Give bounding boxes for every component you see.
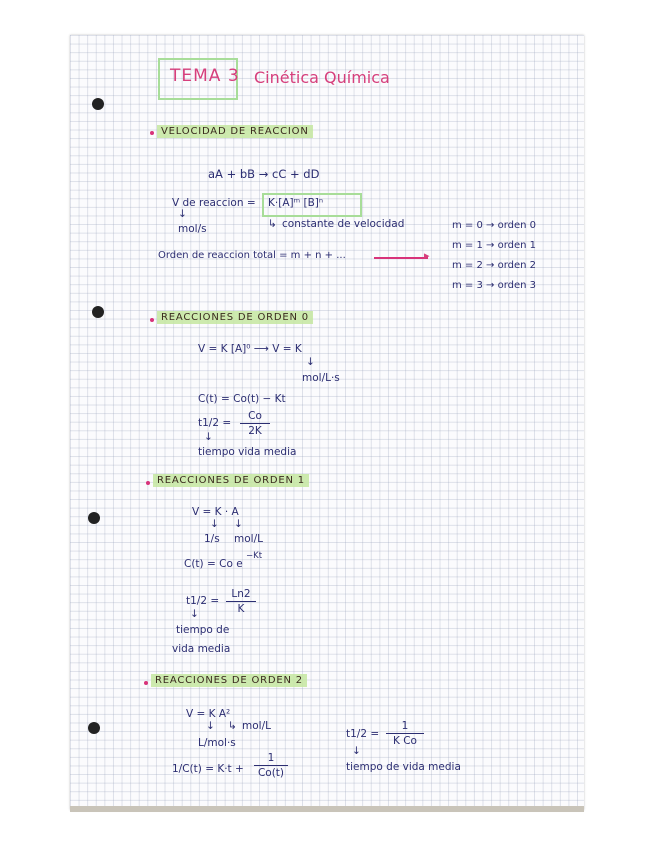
half-life-fraction (226, 588, 256, 615)
arrow-right-icon: ▸ (424, 249, 430, 262)
fraction-numerator: 1 (401, 720, 409, 732)
half-life-note: vida media (172, 643, 231, 655)
title-tema: TEMA 3 (170, 66, 240, 86)
a-units: mol/L (234, 533, 263, 545)
binder-hole (88, 512, 100, 524)
down-arrow-icon: ↓ (204, 431, 213, 443)
constant-note: constante de velocidad (282, 218, 405, 230)
arrow-line (374, 257, 428, 259)
hook-arrow-icon: ↳ (268, 218, 277, 230)
half-life-fraction (240, 410, 270, 437)
down-arrow-icon: ↓ (210, 518, 219, 530)
rate-order-1: V = K · A (192, 506, 239, 518)
binder-hole (88, 722, 100, 734)
rate-units-order-0: mol/L·s (302, 372, 340, 384)
bullet (150, 318, 154, 322)
bullet (144, 681, 148, 685)
order-item: m = 3 → orden 3 (452, 280, 537, 291)
down-arrow-icon: ↓ (206, 720, 215, 732)
rate-order-2: V = K A² (186, 708, 231, 720)
fraction-numerator: 1 (267, 752, 275, 764)
order-item: m = 1 → orden 1 (452, 240, 537, 251)
k-units: 1/s (204, 533, 220, 545)
section-heading-orden-1: REACCIONES DE ORDEN 1 (153, 474, 309, 487)
title-subject: Cinética Química (254, 68, 390, 87)
page-edge (70, 806, 584, 812)
binder-hole (92, 306, 104, 318)
down-arrow-icon: ↓ (352, 745, 361, 757)
half-life-note: tiempo de (176, 624, 230, 636)
section-heading-orden-2: REACCIONES DE ORDEN 2 (151, 674, 307, 687)
half-life-note: tiempo vida media (198, 446, 297, 458)
section-heading-velocidad: VELOCIDAD DE REACCION (157, 125, 313, 138)
fraction-denominator: K Co (393, 735, 417, 747)
rate-law: K·[A]ᵐ [B]ⁿ (268, 197, 324, 209)
k-units: L/mol·s (198, 737, 236, 749)
fraction-denominator: 2K (248, 425, 262, 437)
integrated-fraction (254, 752, 288, 779)
half-life-note: tiempo de vida media (346, 761, 461, 773)
half-life-lhs: t1/2 = (186, 595, 220, 607)
hook-arrow-icon: ↳ (228, 720, 237, 732)
order-item: m = 2 → orden 2 (452, 260, 537, 271)
down-arrow-icon: ↓ (306, 356, 315, 368)
reaction-equation: aA + bB → cC + dD (208, 167, 320, 181)
half-life-fraction (386, 720, 424, 747)
fraction-numerator: Co (248, 410, 262, 422)
binder-hole (92, 98, 104, 110)
down-arrow-icon: ↓ (178, 208, 187, 220)
down-arrow-icon: ↓ (190, 608, 199, 620)
rate-label: V de reaccion = (172, 197, 256, 209)
bullet (146, 481, 150, 485)
bullet (150, 131, 154, 135)
half-life-lhs: t1/2 = (346, 728, 380, 740)
fraction-denominator: K (237, 603, 245, 615)
exponent: −Kt (246, 551, 263, 561)
rate-units: mol/s (178, 223, 207, 235)
order-item: m = 0 → orden 0 (452, 220, 537, 231)
half-life-lhs: t1/2 = (198, 417, 232, 429)
integrated-order-2: 1/C(t) = K·t + (172, 763, 244, 775)
a-units: mol/L (242, 720, 271, 732)
notebook-page (70, 35, 584, 810)
fraction-numerator: Ln2 (231, 588, 251, 600)
integrated-order-1: C(t) = Co e (184, 558, 243, 570)
integrated-order-0: C(t) = Co(t) − Kt (198, 393, 286, 405)
total-order: Orden de reaccion total = m + n + ... (158, 250, 346, 261)
fraction-denominator: Co(t) (257, 767, 285, 779)
down-arrow-icon: ↓ (234, 518, 243, 530)
rate-order-0: V = K [A]⁰ ⟶ V = K (198, 343, 302, 355)
section-heading-orden-0: REACCIONES DE ORDEN 0 (157, 311, 313, 324)
